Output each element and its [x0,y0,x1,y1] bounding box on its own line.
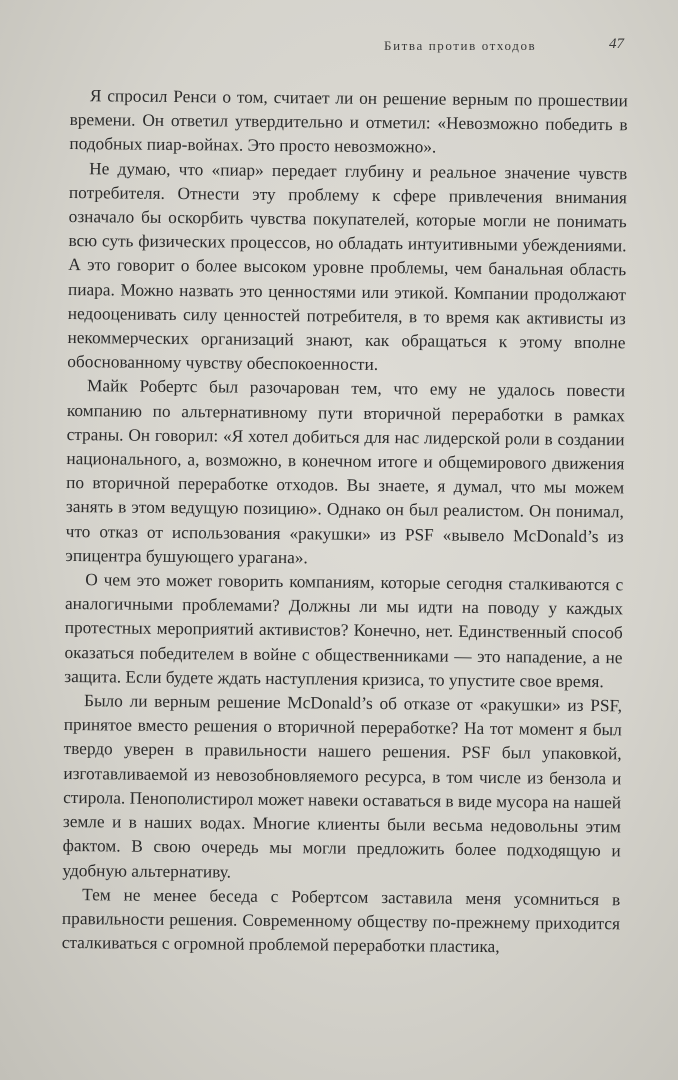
body-text [62,84,628,961]
paragraph: Майк Робертс был разочарован тем, что ему не удалось повести компанию по альтернативному пути вторичной переработки в рамках страны. Он говорил: «Я хотел добиться для нас лидерской роли в создании национального, а, возможно, в конечном итоге и общемирового движения по вторичной переработке отходов. Вы знаете, я думал, что мы можем занять в этом ведущую позицию». Однако он был реалистом. Он понимал, что отказ от использования «ракушки» из PSF «вывело McDonald’s из эпицентра бушующего урагана». [65,376,626,568]
running-title: Битва против отходов [384,38,537,53]
running-header [384,36,624,56]
paragraph: О чем это может говорить компаниям, которые сегодня сталкиваются с аналогичными проблемами? Должны ли мы идти на поводу у каждых протестных мероприятий активистов? Конечно, нет. Единственный способ оказаться победителем в войне с общественниками — это нападение, а не защита. Если будете ждать наступления кризиса, то упустите свое время. [64,570,624,692]
paragraph: Тем не менее беседа с Робертсом заставила меня усомниться в правильности решения. Современному обществу по-прежнему приходится сталкиваться с огромной проблемой переработки пластика, [61,884,621,957]
paragraph: Я спросил Ренси о том, считает ли он решение верным по прошествии времени. Он ответил утвердительно и отметил: «Невозможно победить в подобных пиар-войнах. Это просто невозможно». [69,86,628,157]
paragraph: Не думаю, что «пиар» передает глубину и реальное значение чувств потребителя. Отнести эту проблему к сфере привлечения внимания означало бы оскорбить чувства покупателей, которые могли не понимать всю суть физических процессов, но обладать интуитивными убеждениями. А это говорит о более высоком уровне проблемы, чем банальная область пиара. Можно назвать это ценностями или этикой. Компании продолжают недооценивать силу ценностей потребителя, в то время как активисты из некоммерческих организаций знают, как обращаться к этому вполне обоснованному чувству обеспокоенности. [67,158,628,375]
page-number: 47 [609,36,624,52]
paragraph: Было ли верным решение McDonald’s об отказе от «ракушки» из PSF, принятое вместо решения о вторичной переработке? На тот момент я был твердо уверен в правильности нашего решения. PSF был упаковкой, изготавливаемой из невозобновляемого ресурса, в том числе из бензола и стирола. Пенополистирол может навеки оставаться в виде мусора на нашей земле и в наших водах. Многие клиенты были весьма недовольны этим фактом. В свою очередь мы могли предложить более подходящую и удобную альтернативу. [62,691,623,882]
